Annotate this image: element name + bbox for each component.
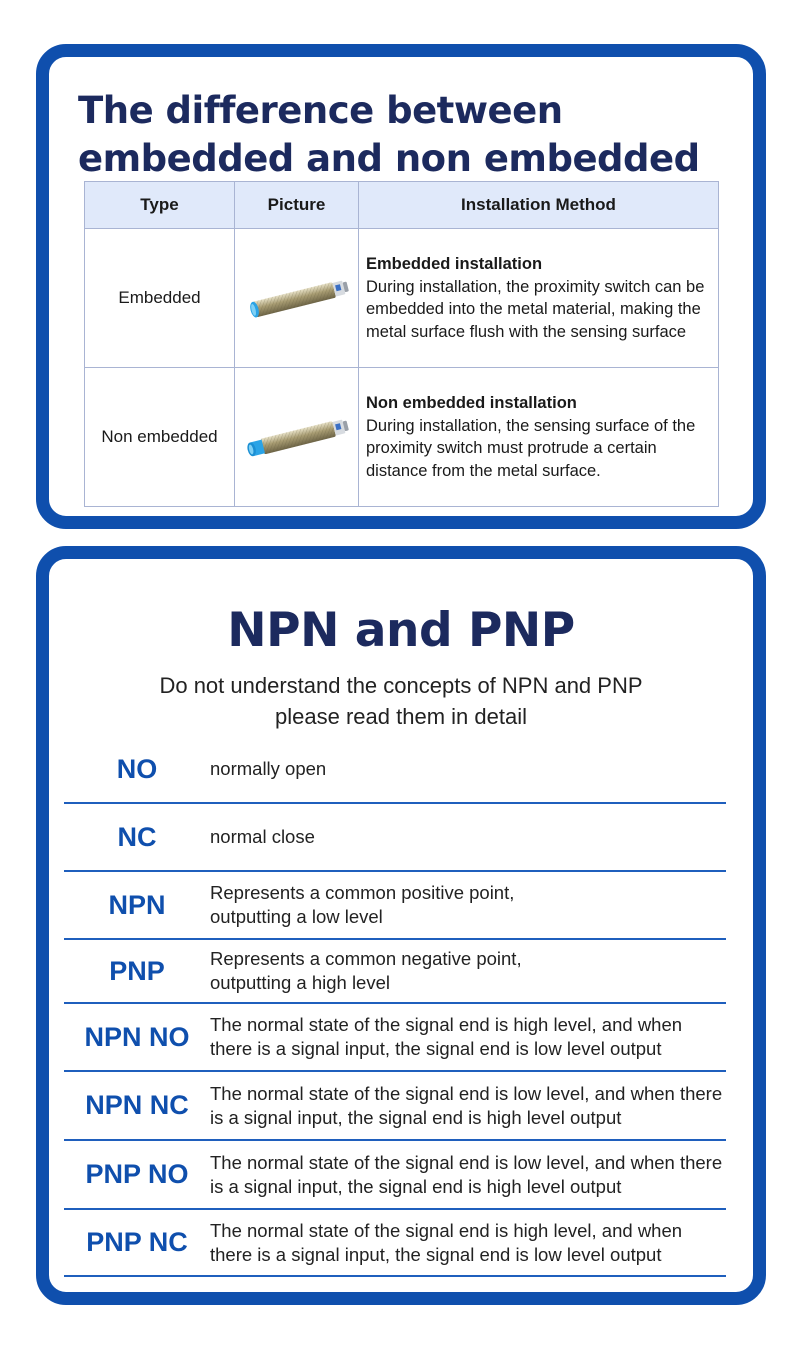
term-name: NPN NO — [84, 1021, 190, 1052]
term-description: The normal state of the signal end is high level, and when there is a signal input, the signal end is low level output — [210, 1014, 683, 1059]
method-description: During installation, the proximity switch can be embedded into the metal material, making the metal surface flush with the sensing surface — [366, 277, 705, 341]
header-type: Type — [85, 182, 235, 229]
picture-cell — [235, 229, 359, 368]
method-title: Embedded installation — [366, 255, 543, 273]
term-row-pnp — [64, 940, 726, 1004]
term-description: normally open — [210, 758, 327, 779]
embedded-comparison-panel — [36, 44, 766, 529]
term-name: PNP — [109, 955, 165, 986]
subtitle-line-1: Do not understand the concepts of NPN and PNP — [159, 673, 643, 698]
embedded-section-title — [78, 87, 700, 183]
term-name: NO — [116, 753, 158, 784]
term-description: The normal state of the signal end is low level, and when there is a signal input, the signal end is high level output — [210, 1082, 723, 1128]
header-picture: Picture — [235, 182, 359, 229]
term-row-npn — [64, 872, 726, 940]
npn-pnp-subtitle — [49, 670, 753, 732]
term-name: NPN — [108, 889, 166, 920]
term-name: PNP NO — [85, 1159, 189, 1189]
term-description: normal close — [210, 826, 315, 847]
term-name: NC — [117, 821, 157, 852]
term-row-nc — [64, 804, 726, 872]
term-name: NPN NC — [85, 1090, 189, 1120]
picture-cell — [235, 368, 359, 507]
term-definition-list — [64, 736, 726, 1277]
type-cell: Embedded — [85, 229, 235, 368]
table-row-embedded — [85, 229, 719, 368]
type-cell: Non embedded — [85, 368, 235, 507]
embedded-sensor-image — [241, 269, 353, 327]
method-cell — [359, 368, 719, 507]
term-description: Represents a common negative point, outputting a high level — [210, 948, 522, 993]
npn-pnp-title: NPN and PNP — [227, 603, 575, 658]
header-installation-method: Installation Method — [359, 182, 719, 229]
installation-comparison-table — [84, 181, 719, 507]
term-row-no — [64, 736, 726, 804]
method-title: Non embedded installation — [366, 394, 577, 412]
term-description: The normal state of the signal end is high level, and when there is a signal input, the signal end is low level output — [210, 1219, 683, 1265]
method-description: During installation, the sensing surface of the proximity switch must protrude a certain distance from the metal surface. — [366, 416, 696, 480]
non-embedded-sensor-image — [241, 408, 353, 466]
term-row-pnp-nc — [64, 1210, 726, 1277]
term-description: The normal state of the signal end is low level, and when there is a signal input, the signal end is high level output — [210, 1151, 723, 1197]
term-description: Represents a common positive point, outputting a low level — [210, 882, 515, 927]
table-header-row — [85, 182, 719, 229]
title-line-1: The difference between — [78, 89, 563, 132]
term-row-pnp-no — [64, 1141, 726, 1210]
term-row-npn-nc — [64, 1072, 726, 1141]
table-row-non-embedded — [85, 368, 719, 507]
method-cell — [359, 229, 719, 368]
term-row-npn-no — [64, 1004, 726, 1072]
term-name: PNP NC — [86, 1227, 188, 1257]
title-line-2: embedded and non embedded — [78, 137, 700, 180]
subtitle-line-2: please read them in detail — [275, 704, 527, 729]
npn-pnp-panel — [36, 546, 766, 1305]
